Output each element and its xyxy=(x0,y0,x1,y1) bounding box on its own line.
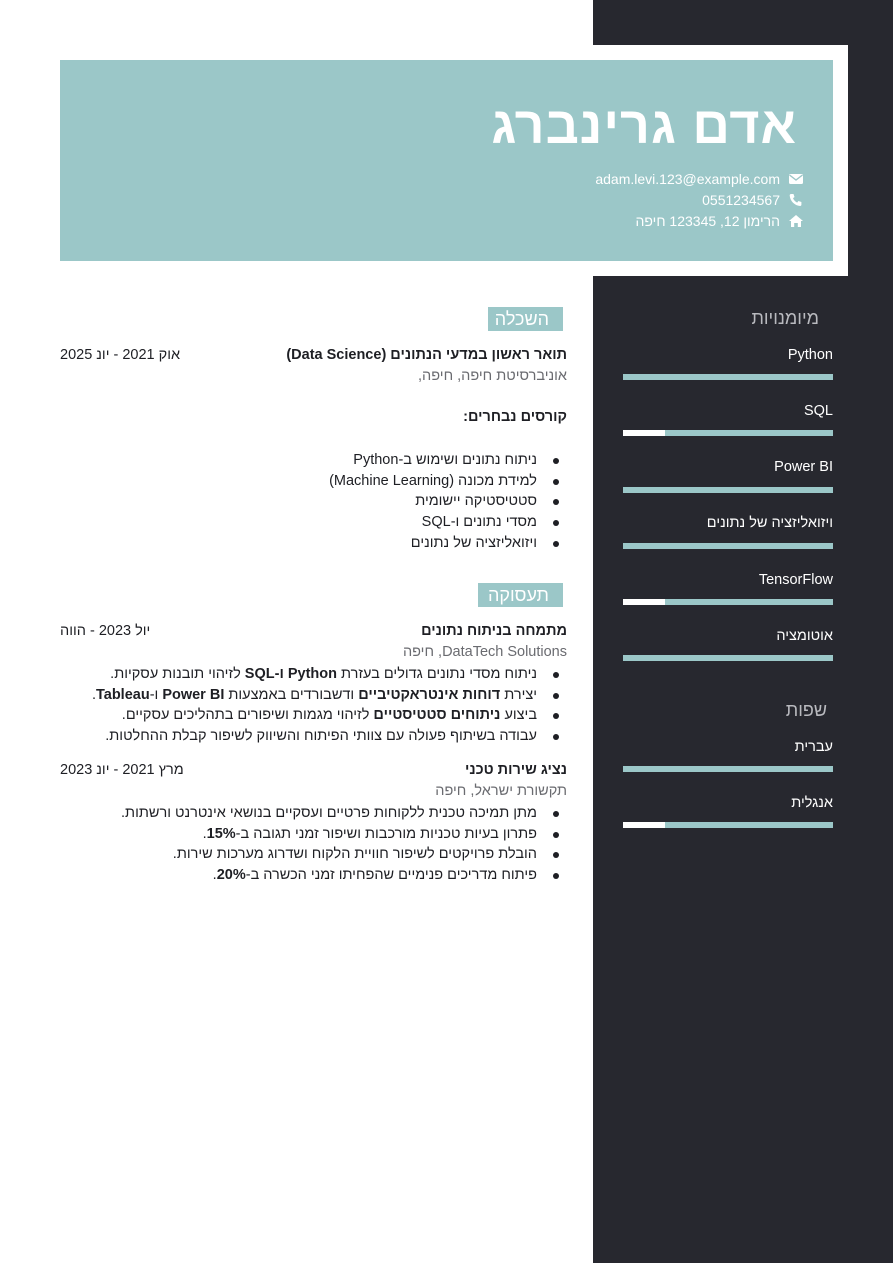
list-item: פיתוח מדריכים פנימיים שהפחיתו זמני הכשרה ב-20%. xyxy=(121,865,537,886)
phone-icon xyxy=(788,193,804,207)
language-label: עברית xyxy=(794,739,833,755)
education-heading: השכלה xyxy=(488,307,563,331)
employment-heading: תעסוקה xyxy=(478,583,563,607)
list-item: פתרון בעיות טכניות מורכבות ושיפור זמני תגובה ב-15%. xyxy=(121,824,537,845)
address-text: הרימון 12, 123345 חיפה xyxy=(635,213,780,229)
list-item: ויזואליזציה של נתונים xyxy=(329,533,537,554)
job-dates: מרץ 2021 - יונ 2023 xyxy=(60,762,184,778)
list-item: יצירת דוחות אינטראקטיביים ודשבורדים באמצעות Power BI ו-Tableau. xyxy=(92,685,537,706)
email-text: adam.levi.123@example.com xyxy=(595,171,780,187)
skill-label: Python xyxy=(787,347,833,363)
skill-bar xyxy=(623,543,833,549)
contact-phone[interactable] xyxy=(702,191,804,209)
contact-email[interactable] xyxy=(595,170,804,188)
degree-title: תואר ראשון במדעי הנתונים (Data Science) xyxy=(286,347,567,363)
list-item: ניתוח מסדי נתונים גדולים בעזרת Python ו-SQL לזיהוי תובנות עסקיות. xyxy=(92,664,537,685)
list-item: עבודה בשיתוף פעולה עם צוותי הפיתוח והשיווק לשיפור קבלת ההחלטות. xyxy=(92,726,537,747)
skill-label: SQL xyxy=(803,403,833,419)
job-company: DataTech Solutions, חיפה xyxy=(402,644,567,660)
home-icon xyxy=(788,214,804,228)
courses-heading: קורסים נבחרים: xyxy=(463,409,567,425)
skills-heading: מיומנויות xyxy=(751,308,819,328)
skill-bar xyxy=(623,374,833,380)
skill-bar xyxy=(623,599,833,605)
skill-label: Power BI xyxy=(774,459,833,475)
language-bar xyxy=(623,822,833,828)
header xyxy=(60,60,833,261)
languages-heading: שפות xyxy=(785,700,827,720)
phone-text: 0551234567 xyxy=(702,192,780,208)
language-bar-gap xyxy=(623,822,665,828)
language-bar xyxy=(623,766,833,772)
contact-address xyxy=(636,212,804,230)
skill-bar xyxy=(623,655,833,661)
job-role: מתמחה בניתוח נתונים xyxy=(421,623,567,639)
list-item: מסדי נתונים ו-SQL xyxy=(329,512,537,533)
list-item: סטטיסטיקה יישומית xyxy=(329,491,537,512)
list-item: למידת מכונה (Machine Learning) xyxy=(329,471,537,492)
envelope-icon xyxy=(788,172,804,186)
school-name: אוניברסיטת חיפה, חיפה, xyxy=(418,368,567,384)
skill-bar-gap xyxy=(623,430,665,436)
job-2-bullets xyxy=(121,803,537,886)
skill-label: אוטומציה xyxy=(776,628,833,644)
job-role: נציג שירות טכני xyxy=(465,762,567,778)
job-dates: יול 2023 - הווה xyxy=(60,623,151,639)
list-item: ניתוח נתונים ושימוש ב-Python xyxy=(329,450,537,471)
list-item: מתן תמיכה טכנית ללקוחות פרטיים ועסקיים בנושאי אינטרנט ורשתות. xyxy=(121,803,537,824)
job-1-bullets xyxy=(92,664,537,747)
skill-label: TensorFlow xyxy=(758,572,833,588)
list-item: הובלת פרויקטים לשיפור חוויית הלקוח ושדרוג מערכות שירות. xyxy=(121,844,537,865)
skill-label: ויזואליזציה של נתונים xyxy=(706,515,833,531)
courses-list xyxy=(329,450,537,554)
language-label: אנגלית xyxy=(791,795,833,811)
skill-bar xyxy=(623,430,833,436)
skill-bar-gap xyxy=(623,599,665,605)
list-item: ביצוע ניתוחים סטטיסטיים לזיהוי מגמות ושיפורים בתהליכים עסקיים. xyxy=(92,705,537,726)
education-dates: אוק 2021 - יונ 2025 xyxy=(60,347,181,363)
job-company: תקשורת ישראל, חיפה xyxy=(435,783,567,799)
candidate-name: אדם גרינברג xyxy=(491,97,797,155)
skill-bar xyxy=(623,487,833,493)
